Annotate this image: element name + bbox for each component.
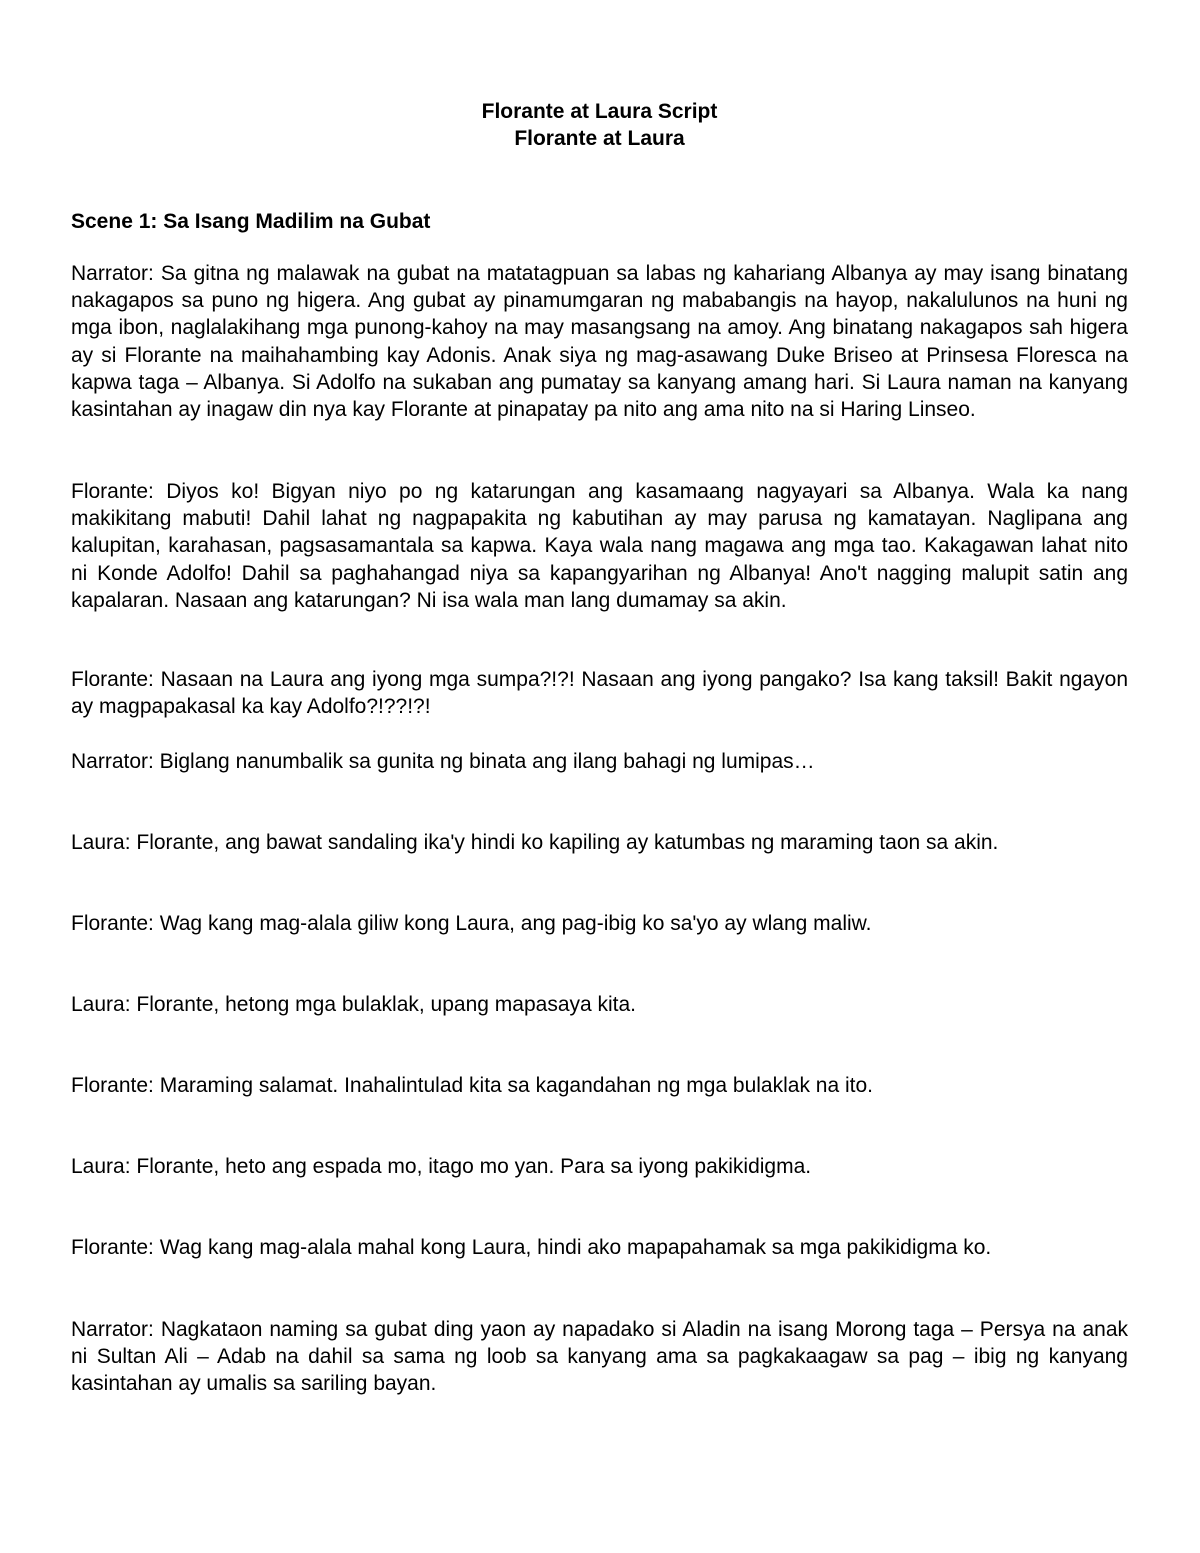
paragraph-laura-line-1: Laura: Florante, ang bawat sandaling ika'y hindi ko kapiling ay katumbas ng maraming taon sa akin.	[71, 831, 999, 854]
document-title: Florante at Laura Script	[481, 100, 718, 123]
paragraph-narrator-flashback: Narrator: Biglang nanumbalik sa gunita ng binata ang ilang bahagi ng lumipas…	[71, 750, 815, 773]
paragraph-florante-question: Florante: Nasaan na Laura ang iyong mga sumpa?!?! Nasaan ang iyong pangako? Isa kang taksil! Bakit ngayon ay magpapakasal ka kay Adolfo?!??!?!	[71, 668, 1128, 719]
scene-heading: Scene 1: Sa Isang Madilim na Gubat	[71, 210, 431, 233]
paragraph-narrator-intro: Narrator: Sa gitna ng malawak na gubat na matatagpuan sa labas ng kahariang Albanya ay may isang binatang nakagapos sa puno ng higera. Ang gubat ay pinamumgaran ng mababangis na hayop, nakalulunos na huni ng mga ibon, naglalakihang mga punong-kahoy na may masangsang na amoy. Ang binatang nakagapos sah higera ay si Florante na maihahambing kay Adonis. Anak siya ng mag-asawang Duke Briseo at Prinsesa Floresca na kapwa taga – Albanya. Si Adolfo na sukaban ang pumatay sa kanyang amang hari. Si Laura naman na kanyang kasintahan ay inagaw din nya kay Florante at pinapatay pa nito ang ama nito na si Haring Linseo.	[71, 262, 1128, 422]
document-page	[71, 98, 1128, 1396]
paragraph-florante-line-3: Florante: Wag kang mag-alala mahal kong Laura, hindi ako mapapahamak sa mga pakikidigma ko.	[71, 1236, 992, 1259]
paragraph-florante-lament: Florante: Diyos ko! Bigyan niyo po ng katarungan ang kasamaang nagyayari sa Albanya. Wala ka nang makikitang mabuti! Dahil lahat ng nagpapakita ng kabutihan ay may parusa ng kamatayan. Naglipana ang kalupitan, karahasan, pagsasamantala sa kapwa. Kaya wala nang magawa ang mga tao. Kakagawan lahat nito ni Konde Adolfo! Dahil sa paghahangad niya sa kapangyarihan ng Albanya! Ano't nagging malupit satin ang kapalaran. Nasaan ang katarungan? Ni isa wala man lang dumamay sa akin.	[71, 480, 1128, 612]
paragraph-florante-line-1: Florante: Wag kang mag-alala giliw kong Laura, ang pag-ibig ko sa'yo ay wlang maliw.	[71, 912, 872, 935]
paragraph-laura-line-3: Laura: Florante, heto ang espada mo, itago mo yan. Para sa iyong pakikidigma.	[71, 1155, 812, 1178]
document-subtitle: Florante at Laura	[514, 127, 685, 150]
paragraph-florante-line-2: Florante: Maraming salamat. Inahalintulad kita sa kagandahan ng mga bulaklak na ito.	[71, 1074, 873, 1097]
paragraph-laura-line-2: Laura: Florante, hetong mga bulaklak, upang mapasaya kita.	[71, 993, 637, 1016]
paragraph-narrator-aladin: Narrator: Nagkataon naming sa gubat ding yaon ay napadako si Aladin na isang Morong taga – Persya na anak ni Sultan Ali – Adab na dahil sa sama ng loob sa kanyang ama sa pagkakaagaw sa pag – ibig ng kanyang kasintahan ay umalis sa sariling bayan.	[71, 1318, 1128, 1396]
